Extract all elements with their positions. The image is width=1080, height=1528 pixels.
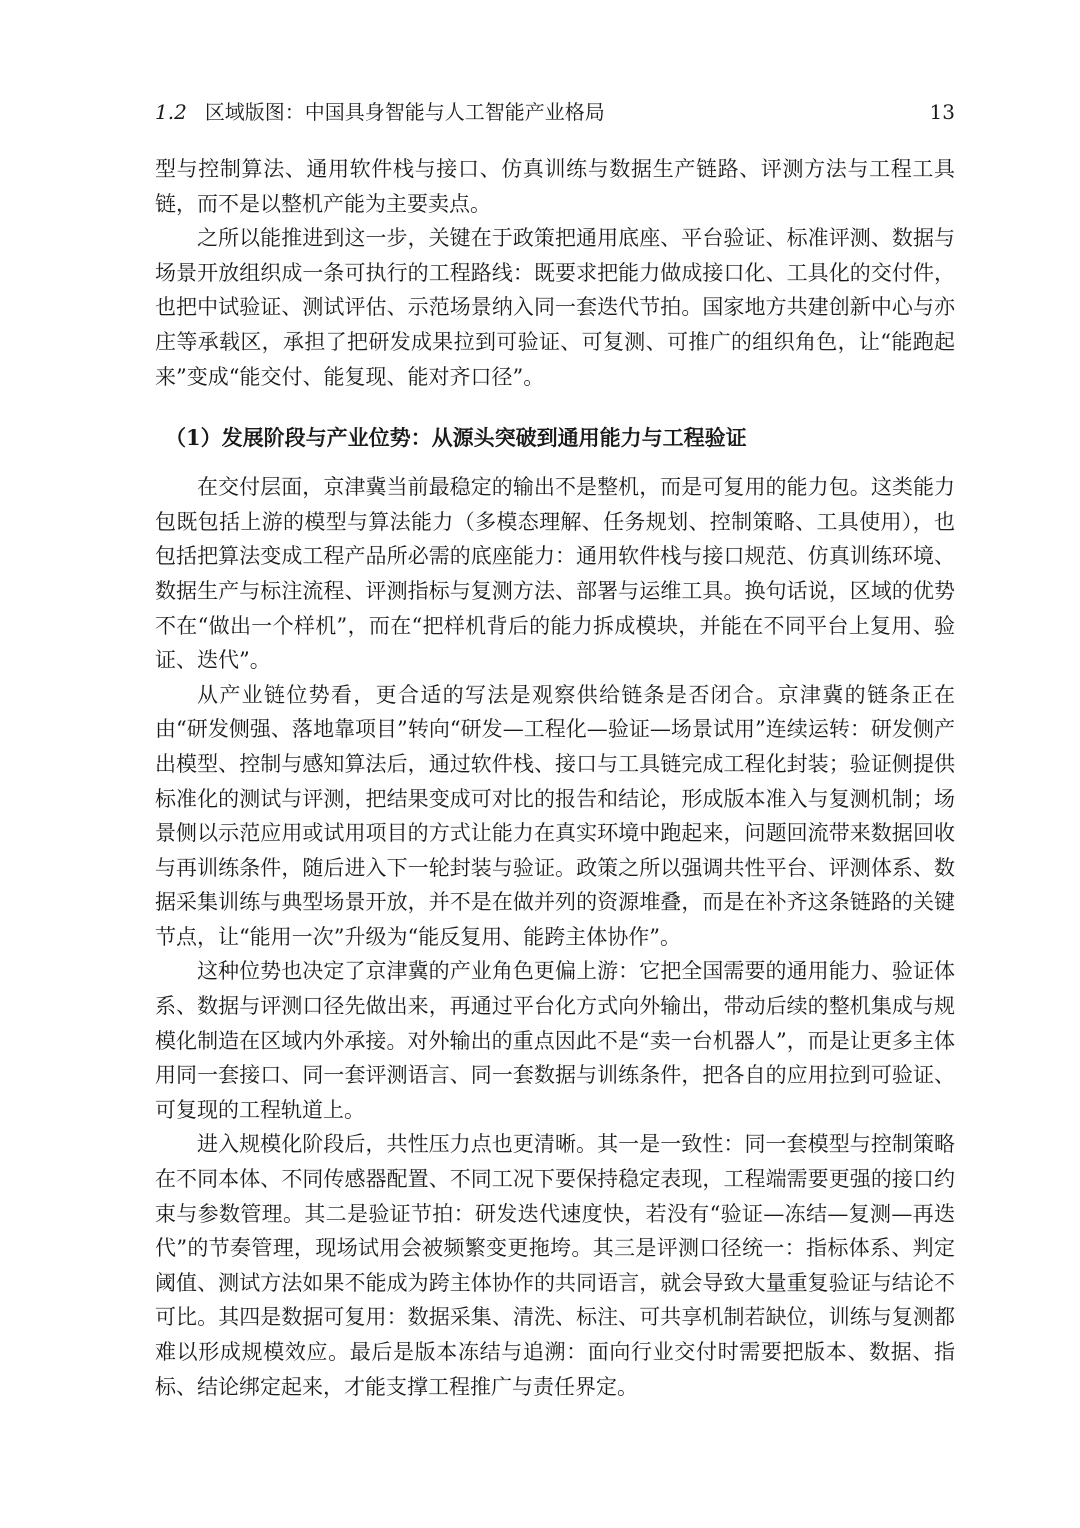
paragraph: 从产业链位势看，更合适的写法是观察供给链条是否闭合。京津冀的链条正在由“研发侧强、落地靠项目”转向“研发—工程化—验证—场景试用”连续运转：研发侧产出模型、控制与感知算法后，通过软件栈、接口与工具链完成工程化封装；验证侧提供标准化的测试与评测，把结果变成可对比的报告和结论，形成版本准入与复测机制；场景侧以示范应用或试用项目的方式让能力在真实环境中跑起来，问题回流带来数据回收与再训练条件，随后进入下一轮封装与验证。政策之所以强调共性平台、评测体系、数据采集训练与典型场景开放，并不是在做并列的资源堆叠，而是在补齐这条链路的关键节点，让“能用一次”升级为“能反复用、能跨主体协作”。: [155, 682, 955, 949]
paragraph: 进入规模化阶段后，共性压力点也更清晰。其一是一致性：同一套模型与控制策略在不同本体、不同传感器配置、不同工况下要保持稳定表现，工程端需要更强的接口约束与参数管理。其二是验证节拍：研发迭代速度快，若没有“验证—冻结—复测—再迭代”的节奏管理，现场试用会被频繁变更拖垮。其三是评测口径统一：指标体系、判定阈值、测试方法如果不能成为跨主体协作的共同语言，就会导致大量重复验证与结论不可比。其四是数据可复用：数据采集、清洗、标注、可共享机制若缺位，训练与复测都难以形成规模效应。最后是版本冻结与追溯：面向行业交付时需要把版本、数据、指标、结论绑定起来，才能支撑工程推广与责任界定。: [155, 1132, 955, 1399]
paragraph: 在交付层面，京津冀当前最稳定的输出不是整机，而是可复用的能力包。这类能力包既包括上游的模型与算法能力（多模态理解、任务规划、控制策略、工具使用），也包括把算法变成工程产品所必需的底座能力：通用软件栈与接口规范、仿真训练环境、数据生产与标注流程、评测指标与复测方法、部署与运维工具。换句话说，区域的优势不在“做出一个样机”，而在“把样机背后的能力拆成模块，并能在不同平台上复用、验证、迭代”。: [155, 475, 955, 673]
paragraph-continued: 型与控制算法、通用软件栈与接口、仿真训练与数据生产链路、评测方法与工程工具链，而不是以整机产能为主要卖点。: [155, 157, 955, 216]
body-text: [155, 152, 955, 1404]
page-number: 13: [929, 100, 955, 124]
subsection-heading: （1）发展阶段与产业位势：从源头突破到通用能力与工程验证: [165, 425, 747, 451]
paragraph: 之所以能推进到这一步，关键在于政策把通用底座、平台验证、标准评测、数据与场景开放组织成一条可执行的工程路线：既要求把能力做成接口化、工具化的交付件，也把中试验证、测试评估、示范场景纳入同一套迭代节拍。国家地方共建创新中心与亦庄等承载区，承担了把研发成果拉到可验证、可复测、可推广的组织角色，让“能跑起来”变成“能交付、能复现、能对齐口径”。: [155, 226, 955, 389]
paragraph: 这种位势也决定了京津冀的产业角色更偏上游：它把全国需要的通用能力、验证体系、数据与评测口径先做出来，再通过平台化方式向外输出，带动后续的整机集成与规模化制造在区域内外承接。对外输出的重点因此不是“卖一台机器人”，而是让更多主体用同一套接口、同一套评测语言、同一套数据与训练条件，把各自的应用拉到可验证、可复现的工程轨道上。: [155, 959, 955, 1122]
section-number: 1.2: [155, 100, 187, 124]
section-title: 区域版图：中国具身智能与人工智能产业格局: [204, 100, 605, 124]
running-header: [155, 96, 955, 128]
